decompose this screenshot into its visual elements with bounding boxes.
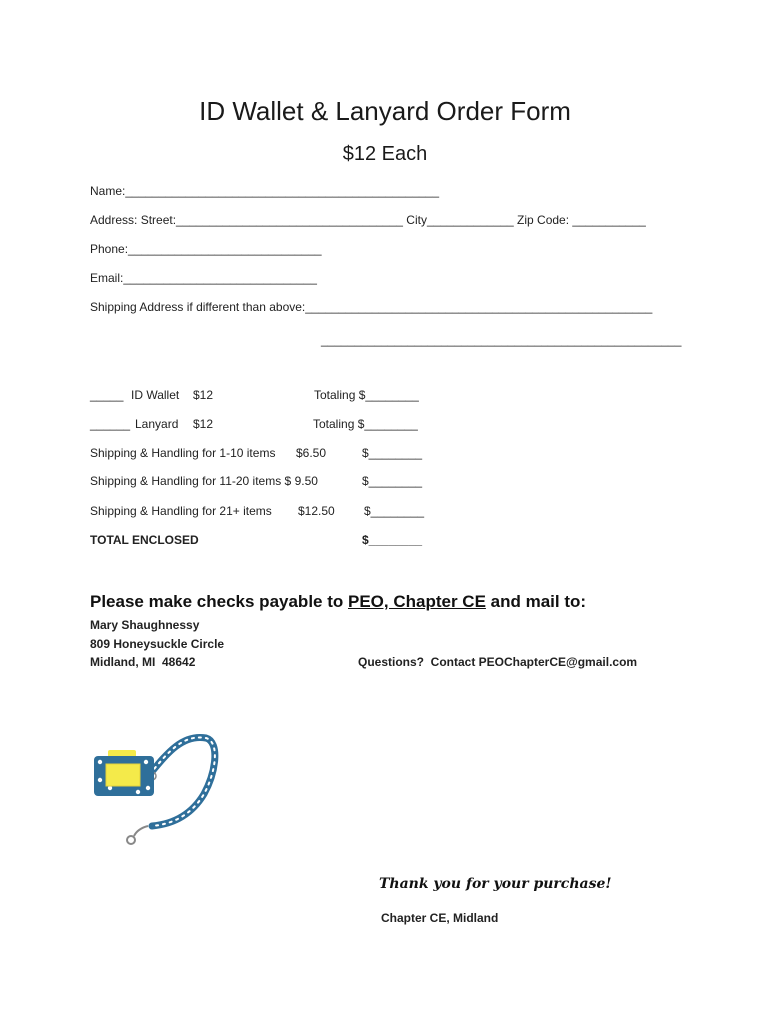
- questions-contact: Questions? Contact PEOChapterCE@gmail.com: [358, 655, 638, 669]
- thank-you-note: Thank you for your purchase!: [379, 876, 612, 892]
- wallet-lanyard-photo: [88, 732, 228, 864]
- shipping-21-label: Shipping & Handling for 21+ items: [90, 504, 272, 518]
- shipping-address-field[interactable]: Shipping Address if different than above:____________________________________________________: [90, 300, 653, 314]
- page-title: ID Wallet & Lanyard Order Form: [199, 96, 571, 126]
- wallet-lanyard-illustration: [88, 732, 228, 864]
- shipping-21-total-field[interactable]: $________: [364, 504, 425, 518]
- total-enclosed-field[interactable]: $________: [362, 533, 423, 547]
- shipping-1-10-label: Shipping & Handling for 1-10 items: [90, 446, 276, 460]
- mail-recipient: Mary Shaughnessy: [90, 618, 200, 632]
- shipping-21-price: $12.50: [298, 504, 335, 518]
- mail-street: 809 Honeysuckle Circle: [90, 637, 225, 651]
- chapter-signature: Chapter CE, Midland: [381, 911, 499, 925]
- address-field[interactable]: Address: Street:__________________________________ City_____________ Zip Code: ___________: [90, 213, 646, 227]
- name-field[interactable]: Name:_______________________________________________: [90, 184, 440, 198]
- mail-city: Midland, MI 48642: [90, 655, 196, 669]
- lanyard-total-field[interactable]: Totaling $________: [313, 417, 418, 431]
- wallet-label: ID Wallet: [131, 388, 180, 402]
- price-subtitle: $12 Each: [342, 143, 428, 165]
- wallet-total-field[interactable]: Totaling $________: [314, 388, 419, 402]
- shipping-1-10-price: $6.50: [296, 446, 327, 460]
- lanyard-price: $12: [193, 417, 214, 431]
- wallet-price: $12: [193, 388, 214, 402]
- lanyard-qty-field[interactable]: ______: [90, 417, 131, 431]
- email-field[interactable]: Email:_____________________________: [90, 271, 317, 285]
- phone-field[interactable]: Phone:_____________________________: [90, 242, 322, 256]
- shipping-11-20-total-field[interactable]: $________: [362, 474, 423, 488]
- payment-suffix: and mail to:: [485, 592, 587, 611]
- payment-prefix: Please make checks payable to: [90, 592, 348, 611]
- shipping-11-20-label: Shipping & Handling for 11-20 items $ 9.50: [90, 474, 318, 488]
- shipping-1-10-total-field[interactable]: $________: [362, 446, 423, 460]
- wallet-qty-field[interactable]: _____: [90, 388, 124, 402]
- shipping-address-line2[interactable]: ______________________________________________________: [321, 333, 682, 347]
- lanyard-label: Lanyard: [135, 417, 179, 431]
- payee-name: PEO, Chapter CE: [348, 592, 486, 611]
- total-enclosed-label: TOTAL ENCLOSED: [90, 533, 199, 547]
- payment-instruction: [90, 592, 586, 612]
